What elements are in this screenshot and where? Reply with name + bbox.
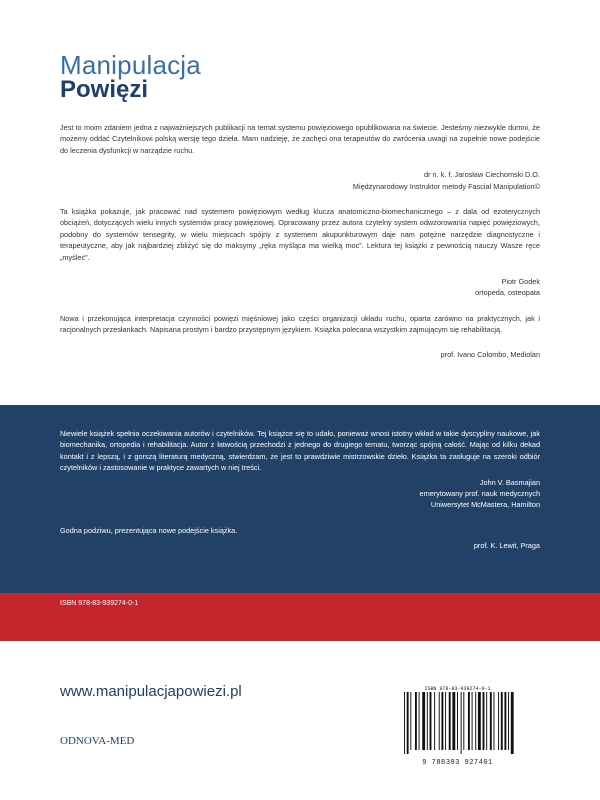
barcode-isbn-label: ISBN 978-83-939274-0-1	[424, 686, 491, 692]
blue-review-2-author: prof. K. Lewit, Praga	[473, 541, 540, 551]
review-2-author: Piotr Godek	[501, 277, 540, 287]
website-url[interactable]: www.manipulacjapowiezi.pl	[60, 683, 242, 700]
blue-review-1-role1: emerytowany prof. nauk medycznych	[419, 489, 540, 499]
publisher-name: ODNOVA-MED	[60, 735, 135, 747]
barcode-bars-icon	[400, 692, 515, 754]
review-2-role: ortopeda, osteopata	[475, 288, 540, 298]
isbn-label: ISBN 978-83-939274-0-1	[60, 600, 139, 607]
blue-review-1-role2: Uniwersytet McMastera, Hamilton	[430, 500, 540, 510]
title-line-1: Manipulacja	[60, 50, 201, 80]
barcode	[400, 686, 515, 766]
reviews-section	[60, 122, 540, 360]
blue-review-1-text: Niewiele książek spełnia oczekiwania autorów i czytelników. Tej książce się to udało, ponieważ wnosi istotny wkład w takie dyscypliny naukowe, jak biomechanika, ortopedia i rehabilitacja. Autor z łatwością przechodzi z jednego do drugiego tematu, tworząc spójną całość. Mając od kilku dekad kontakt i z lepszą, i z gorszą literaturą medyczną, stwierdzam, że jest to prawdziwie mistrzowskie dzieło. Książka ta zasługuje na szeroki odbiór czytelników i zastosowanie w praktyce zawartych w niej treści.	[60, 429, 540, 473]
blue-reviews-section	[60, 428, 540, 552]
blue-review-1-author: John V. Basmajian	[479, 477, 540, 487]
review-1-role: Międzynarodowy Instruktor metody Fascial Manipulation©	[352, 181, 540, 191]
blue-review-2-text: Godna podziwu, prezentująca nowe podejście książka.	[60, 525, 238, 535]
barcode-number: 9 788393 927401	[422, 759, 493, 767]
review-1-text: Jest to moim zdaniem jedna z najważniejszych publikacji na temat systemu powięziowego opublikowana na świecie. Jesteśmy niezwykle dumni, że możemy oddać Czytelnikowi polską wersję tego dzieła. Mam nadzieję, że zachęci ona terapeutów do zwrócenia uwagi na zupełnie nowe podejście do leczenia dysfunkcji w narządzie ruchu.	[60, 123, 540, 155]
review-3-text: Nowa i przekonująca interpretacja czynności powięzi mięśniowej jako części organizacji układu ruchu, oparta zarówno na praktycznych, jak i racjonalnych przesłankach. Napisana prostym i bardzo przystępnym językiem. Książka polecana wszystkim zajmującym się rehabilitacją.	[60, 313, 540, 335]
review-2-text: Ta książka pokazuje, jak pracować nad systemem powięziowym według klucza anatomiczno-biomechanicznego – z dala od ezoterycznych obciążeń, dotyczących wielu innych systemów pracy powięziowej. Opracowany przez autora czytelny system odwzorowania napięć powięziowych, podobny do systemów tensegrity, w wielu miejscach spójny z systemem akupunkturowym daje nam potężne narzędzie diagnostyczne i terapeutyczne, aby jak najbardziej zbliżyć się do maksymy „ręka myśląca ma wielką moc”. Lektura tej książki z pewnością nauczy Wasze ręce „myśleć”.	[60, 207, 540, 262]
review-1-author: dr n. k. f. Jarosław Ciechomski D.O.	[424, 170, 540, 180]
title-line-2: Powięzi	[60, 76, 149, 103]
review-3-author: prof. Ivano Colombo, Mediolan	[440, 349, 540, 359]
